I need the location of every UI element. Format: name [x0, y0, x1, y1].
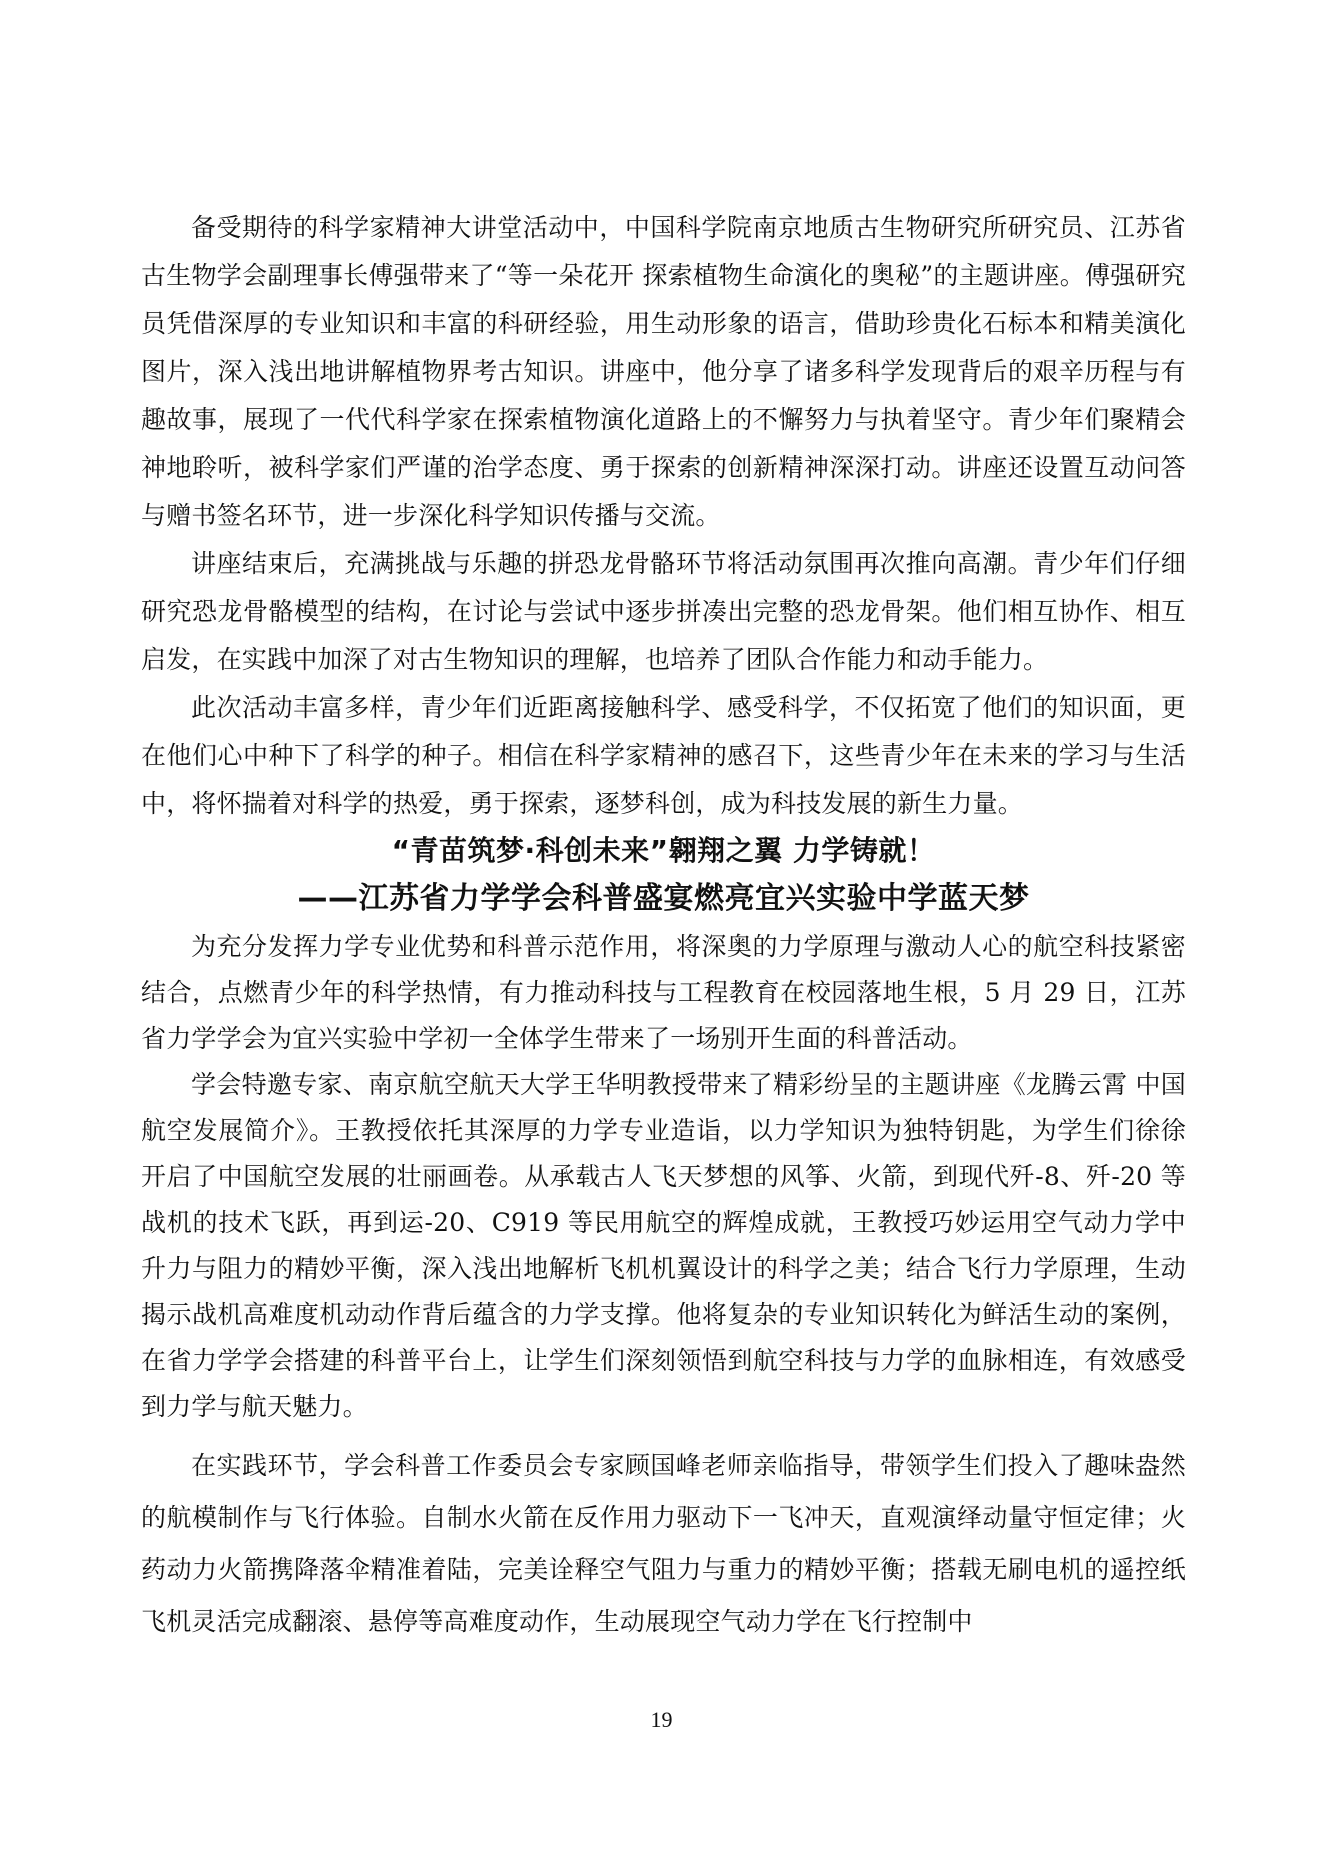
section-title: “青苗筑梦·科创未来”翱翔之翼 力学铸就！ [391, 834, 936, 867]
paragraph-aviation-lecture: 学会特邀专家、南京航空航天大学王华明教授带来了精彩纷呈的主题讲座《龙腾云霄 中国航空发展简介》。王教授依托其深厚的力学专业造诣，以力学知识为独特钥匙，为学生们徐徐开启了中国航空发展的壮丽画卷。从承载古人飞天梦想的风筝、火箭，到现代歼-8、歼-20 等战机的技术飞跃，再到运-20、C919 等民用航空的辉煌成就，王教授巧妙运用空气动力学中升力与阻力的精妙平衡，深入浅出地解析飞机机翼设计的科学之美；结合飞行力学原理，生动揭示战机高难度机动动作背后蕴含的力学支撑。他将复杂的专业知识转化为鲜活生动的案例，在省力学学会搭建的科普平台上，让学生们深刻领悟到航空科技与力学的血脉相连，有效感受到力学与航天魅力。 [141, 1070, 1186, 1421]
paragraph-lecture: 备受期待的科学家精神大讲堂活动中，中国科学院南京地质古生物研究所研究员、江苏省古生物学会副理事长傅强带来了“等一朵花开 探索植物生命演化的奥秘”的主题讲座。傅强研究员凭借深厚的专业知识和丰富的科研经验，用生动形象的语言，借助珍贵化石标本和精美演化图片，深入浅出地讲解植物界考古知识。讲座中，他分享了诸多科学发现背后的艰辛历程与有趣故事，展现了一代代科学家在探索植物演化道路上的不懈努力与执着坚守。青少年们聚精会神地聆听，被科学家们严谨的治学态度、勇于探索的创新精神深深打动。讲座还设置互动问答与赠书签名环节，进一步深化科学知识传播与交流。 [141, 213, 1186, 530]
paragraph-intro: 为充分发挥力学专业优势和科普示范作用，将深奥的力学原理与激动人心的航空科技紧密结合，点燃青少年的科学热情，有力推动科技与工程教育在校园落地生根，5 月 29 日，江苏省力学学会为宜兴实验中学初一全体学生带来了一场别开生面的科普活动。 [141, 932, 1186, 1053]
paragraph-summary: 此次活动丰富多样，青少年们近距离接触科学、感受科学，不仅拓宽了他们的知识面，更在他们心中种下了科学的种子。相信在科学家精神的感召下，这些青少年在未来的学习与生活中，将怀揣着对科学的热爱，勇于探索，逐梦科创，成为科技发展的新生力量。 [141, 693, 1186, 818]
page-content [141, 204, 1186, 1648]
page-number: 19 [650, 1707, 673, 1732]
section-subtitle: ——江苏省力学学会科普盛宴燃亮宜兴实验中学蓝天梦 [297, 881, 1030, 916]
paragraph-dinosaur-activity: 讲座结束后，充满挑战与乐趣的拼恐龙骨骼环节将活动氛围再次推向高潮。青少年们仔细研究恐龙骨骼模型的结构，在讨论与尝试中逐步拼凑出完整的恐龙骨架。他们相互协作、相互启发，在实践中加深了对古生物知识的理解，也培养了团队合作能力和动手能力。 [141, 549, 1186, 674]
paragraph-practice: 在实践环节，学会科普工作委员会专家顾国峰老师亲临指导，带领学生们投入了趣味盎然的航模制作与飞行体验。自制水火箭在反作用力驱动下一飞冲天，直观演绎动量守恒定律；火药动力火箭携降落伞精准着陆，完美诠释空气阻力与重力的精妙平衡；搭载无刷电机的遥控纸飞机灵活完成翻滚、悬停等高难度动作，生动展现空气动力学在飞行控制中 [141, 1451, 1186, 1636]
